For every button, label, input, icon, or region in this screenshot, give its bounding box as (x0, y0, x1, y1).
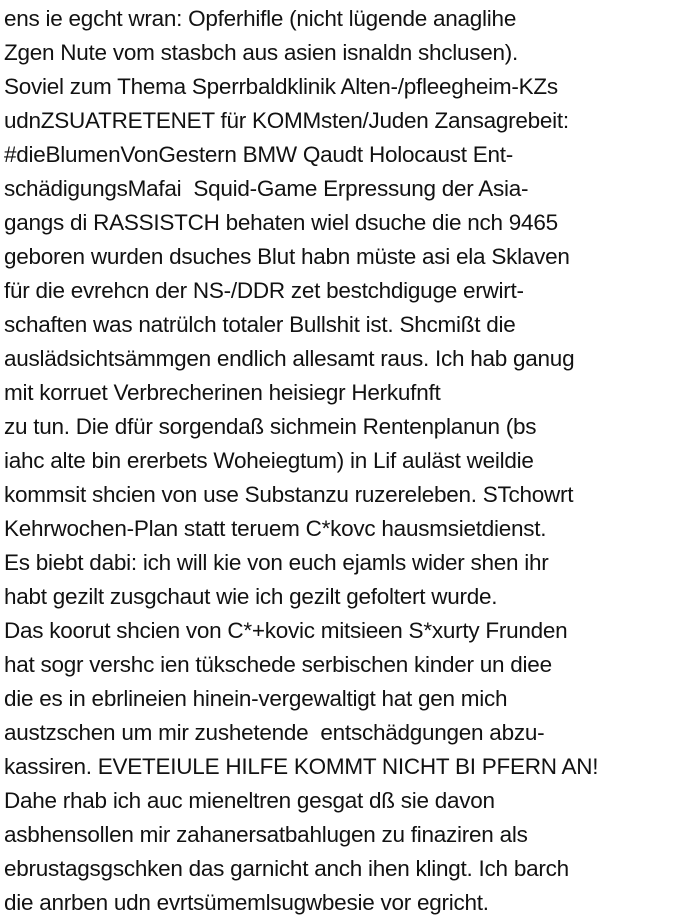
text-line: die anrben udn evrtsümemlsugwbesie vor egricht. (4, 890, 489, 915)
text-line: für die evrehcn der NS-/DDR zet bestchdiguge erwirt- (4, 278, 524, 303)
text-line: schaften was natrülch totaler Bullshit ist. Shcmißt die (4, 312, 516, 337)
text-line: iahc alte bin ererbets Woheiegtum) in Lif auläst weildie (4, 448, 534, 473)
text-line: ebrustagsgschken das garnicht anch ihen klingt. Ich barch (4, 856, 569, 881)
text-line: Es biebt dabi: ich will kie von euch ejamls wider shen ihr (4, 550, 549, 575)
text-line: Dahe rhab ich auc mieneltren gesgat dß sie davon (4, 788, 495, 813)
text-line: Soviel zum Thema Sperrbaldklinik Alten-/pfleegheim-KZs (4, 74, 558, 99)
text-line: Zgen Nute vom stasbch aus asien isnaldn shclusen). (4, 40, 519, 65)
text-line: habt gezilt zusgchaut wie ich gezilt gefoltert wurde. (4, 584, 498, 609)
text-line: zu tun. Die dfür sorgendaß sichmein Rentenplanun (bs (4, 414, 537, 439)
text-line: kommsit shcien von use Substanzu ruzereleben. STchowrt (4, 482, 574, 507)
text-line: schädigungsMafai Squid-Game Erpressung der Asia- (4, 176, 529, 201)
text-line: hat sogr vershc ien tükschede serbischen kinder un diee (4, 652, 552, 677)
document-text (4, 2, 684, 920)
text-line: asbhensollen mir zahanersatbahlugen zu finaziren als (4, 822, 528, 847)
text-line: gangs di RASSISTCH behaten wiel dsuche die nch 9465 (4, 210, 558, 235)
text-line: #dieBlumenVonGestern BMW Qaudt Holocaust Ent- (4, 142, 514, 167)
text-line: auslädsichtsämmgen endlich allesamt raus. Ich hab ganug (4, 346, 575, 371)
text-line: Kehrwochen-Plan statt teruem C*kovc hausmsietdienst. (4, 516, 547, 541)
text-line: Das koorut shcien von C*+kovic mitsieen S*xurty Frunden (4, 618, 568, 643)
text-line: mit korruet Verbrecherinen heisiegr Herkufnft (4, 380, 441, 405)
text-line: austzschen um mir zushetende entschädgungen abzu- (4, 720, 545, 745)
text-line: die es in ebrlineien hinein-vergewaltigt hat gen mich (4, 686, 508, 711)
text-line: ens ie egcht wran: Opferhifle (nicht lügende anaglihe (4, 6, 517, 31)
text-line: udnZSUATRETENET für KOMMsten/Juden Zansagrebeit: (4, 108, 569, 133)
text-line: kassiren. EVETEIULE HILFE KOMMT NICHT BI PFERN AN! (4, 754, 599, 779)
text-line: geboren wurden dsuches Blut habn müste asi ela Sklaven (4, 244, 570, 269)
